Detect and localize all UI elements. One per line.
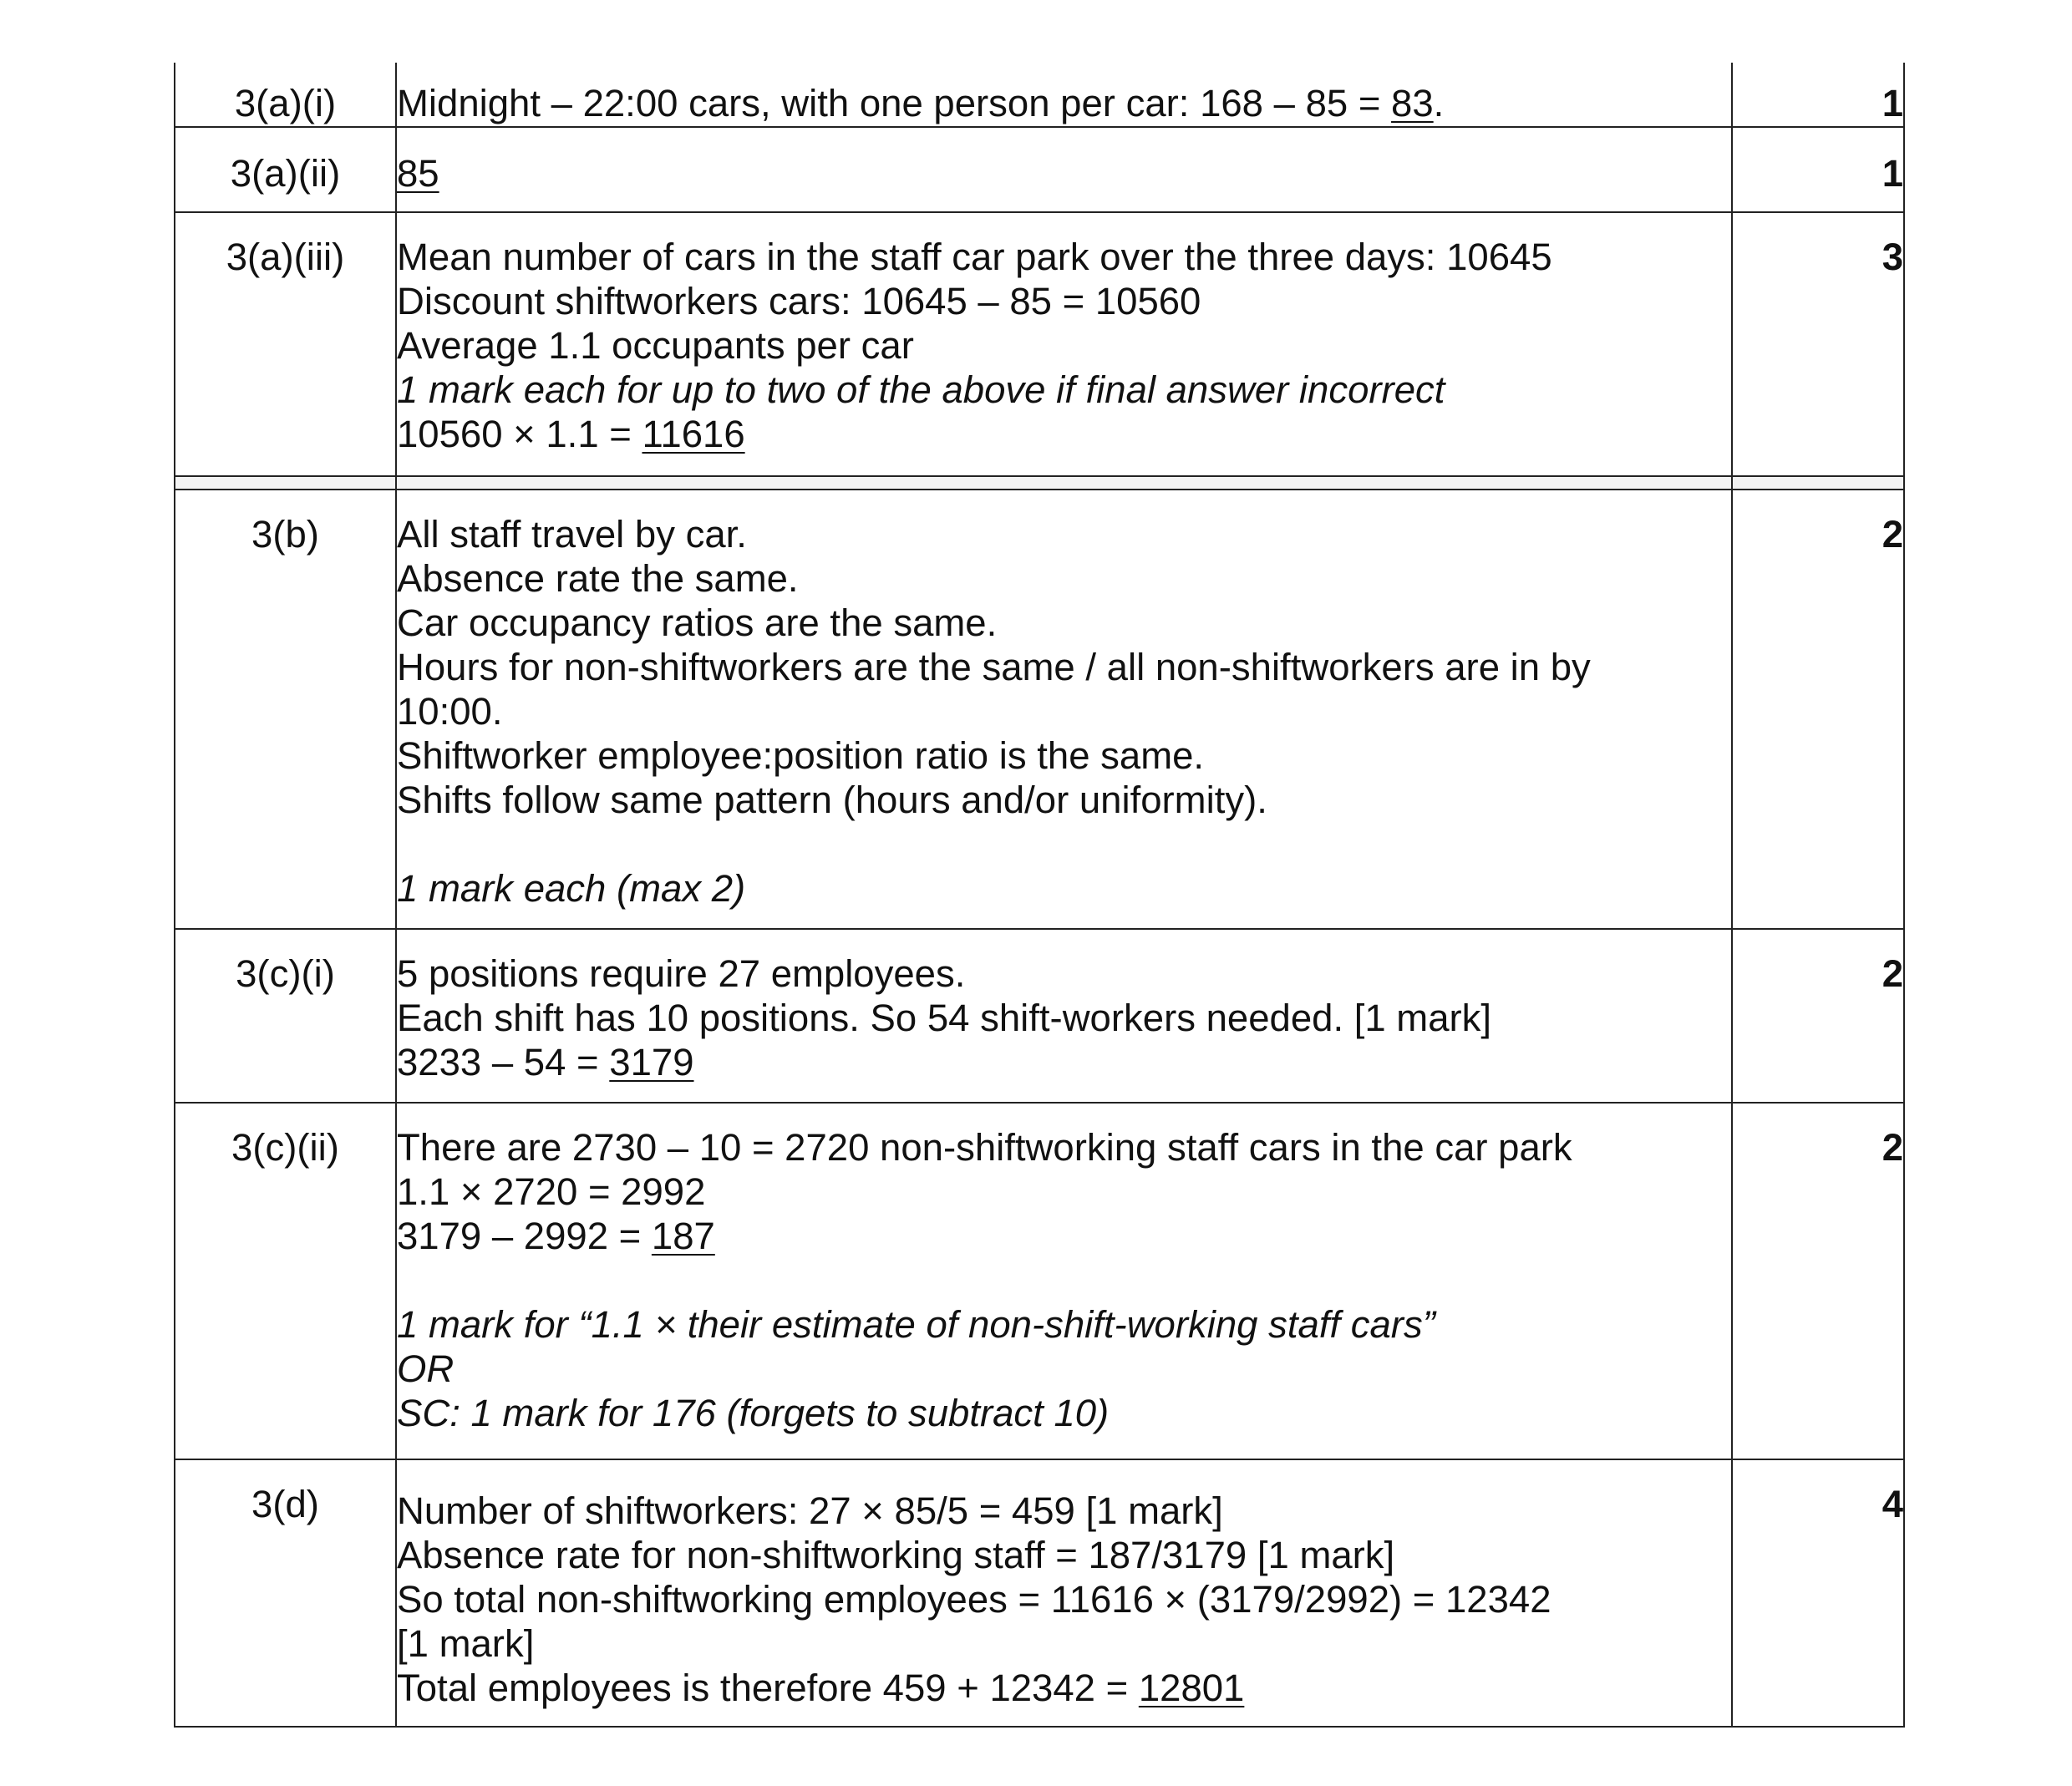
question-number: 3(d) — [251, 1483, 319, 1525]
marking-guidance: SC: 1 mark for 176 (forgets to subtract 10) — [397, 1392, 1110, 1434]
marks-value: 2 — [1882, 952, 1903, 995]
question-number-cell — [175, 212, 396, 476]
marks-value: 1 — [1882, 82, 1903, 124]
answer-text: Total employees is therefore 459 + 12342 = — [397, 1667, 1139, 1709]
marks-value: 4 — [1882, 1483, 1903, 1525]
final-answer: 83 — [1391, 82, 1434, 124]
final-answer: 187 — [651, 1215, 715, 1257]
answer-line: Hours for non-shiftworkers are the same / all non-shiftworkers are in by 10:00. — [397, 646, 1591, 733]
question-number: 3(a)(iii) — [226, 236, 345, 278]
answer-line — [397, 412, 1731, 456]
marks-cell — [1732, 127, 1904, 212]
answer-line: Absence rate the same. — [397, 557, 799, 600]
table-row — [175, 1103, 1904, 1459]
answer-text: 3179 – 2992 = — [397, 1215, 652, 1257]
marks-value: 1 — [1882, 152, 1903, 195]
answer-line — [397, 1040, 1731, 1084]
mark-scheme-table — [174, 63, 1905, 1728]
question-number: 3(b) — [251, 513, 319, 556]
answer-cell — [396, 1459, 1732, 1727]
marking-guidance: 1 mark each for up to two of the above if final answer incorrect — [397, 368, 1445, 411]
answer-line: Car occupancy ratios are the same. — [397, 601, 998, 644]
answer-line: Number of shiftworkers: 27 × 85/5 = 459 [1 mark] — [397, 1489, 1223, 1532]
table-row — [175, 212, 1904, 476]
question-number-cell — [175, 127, 396, 212]
marking-guidance: 1 mark each (max 2) — [397, 867, 746, 910]
question-number: 3(c)(i) — [236, 952, 335, 995]
table-row — [175, 490, 1904, 929]
table-row — [175, 127, 1904, 212]
answer-line: Mean number of cars in the staff car park over the three days: 10645 — [397, 236, 1552, 278]
question-number: 3(a)(i) — [234, 82, 337, 124]
marks-cell — [1732, 1459, 1904, 1727]
answer-line: Average 1.1 occupants per car — [397, 324, 914, 367]
answer-cell — [396, 63, 1732, 127]
answer-line: All staff travel by car. — [397, 513, 747, 556]
answer-cell — [396, 490, 1732, 929]
answer-text: . — [1433, 82, 1445, 124]
marks-cell — [1732, 212, 1904, 476]
marks-cell — [1732, 1103, 1904, 1459]
final-answer: 3179 — [609, 1041, 694, 1083]
answer-line: Shifts follow same pattern (hours and/or uniformity). — [397, 779, 1267, 821]
answer-line: [1 mark] — [397, 1622, 535, 1665]
answer-line: Absence rate for non-shiftworking staff = 187/3179 [1 mark] — [397, 1534, 1395, 1576]
table-row — [175, 63, 1904, 127]
page-break-divider — [175, 476, 1904, 490]
final-answer: 12801 — [1138, 1667, 1245, 1709]
marks-value: 2 — [1882, 1126, 1903, 1169]
answer-cell — [396, 212, 1732, 476]
answer-text: 3233 – 54 = — [397, 1041, 610, 1083]
divider-cell — [396, 476, 1732, 490]
question-number-cell — [175, 63, 396, 127]
question-number-cell — [175, 929, 396, 1103]
answer-line: There are 2730 – 10 = 2720 non-shiftworking staff cars in the car park — [397, 1126, 1572, 1169]
answer-line: 1.1 × 2720 = 2992 — [397, 1170, 706, 1213]
table-row — [175, 1459, 1904, 1727]
question-number-cell — [175, 490, 396, 929]
marks-value: 3 — [1882, 236, 1903, 278]
answer-text: Midnight – 22:00 cars, with one person per car: 168 – 85 = — [397, 82, 1392, 124]
marking-guidance: 1 mark for “1.1 × their estimate of non-shift-working staff cars” — [397, 1303, 1435, 1346]
question-number: 3(a)(ii) — [230, 152, 341, 195]
answer-line: Shiftworker employee:position ratio is the same. — [397, 734, 1205, 777]
answer-line: So total non-shiftworking employees = 11616 × (3179/2992) = 12342 — [397, 1578, 1551, 1621]
marks-cell — [1732, 63, 1904, 127]
answer-line — [397, 81, 1731, 125]
answer-text: 10560 × 1.1 = — [397, 413, 642, 455]
divider-cell — [1732, 476, 1904, 490]
final-answer: 11616 — [642, 413, 745, 455]
spacer — [397, 1258, 1731, 1302]
mark-scheme-page — [174, 63, 1903, 1728]
table-row — [175, 929, 1904, 1103]
answer-line: Discount shiftworkers cars: 10645 – 85 = 10560 — [397, 280, 1201, 322]
answer-line: 5 positions require 27 employees. — [397, 952, 966, 995]
answer-cell — [396, 1103, 1732, 1459]
marking-guidance: OR — [397, 1347, 455, 1390]
question-number-cell — [175, 1103, 396, 1459]
answer-cell — [396, 929, 1732, 1103]
final-answer: 85 — [397, 152, 439, 195]
spacer — [397, 822, 1731, 866]
marks-value: 2 — [1882, 513, 1903, 556]
divider-cell — [175, 476, 396, 490]
marks-cell — [1732, 490, 1904, 929]
answer-line — [397, 151, 1731, 195]
question-number: 3(c)(ii) — [231, 1126, 339, 1169]
question-number-cell — [175, 1459, 396, 1727]
answer-line — [397, 1214, 1731, 1258]
answer-line — [397, 1666, 1731, 1710]
marks-cell — [1732, 929, 1904, 1103]
answer-line: Each shift has 10 positions. So 54 shift-workers needed. [1 mark] — [397, 997, 1492, 1039]
answer-cell — [396, 127, 1732, 212]
